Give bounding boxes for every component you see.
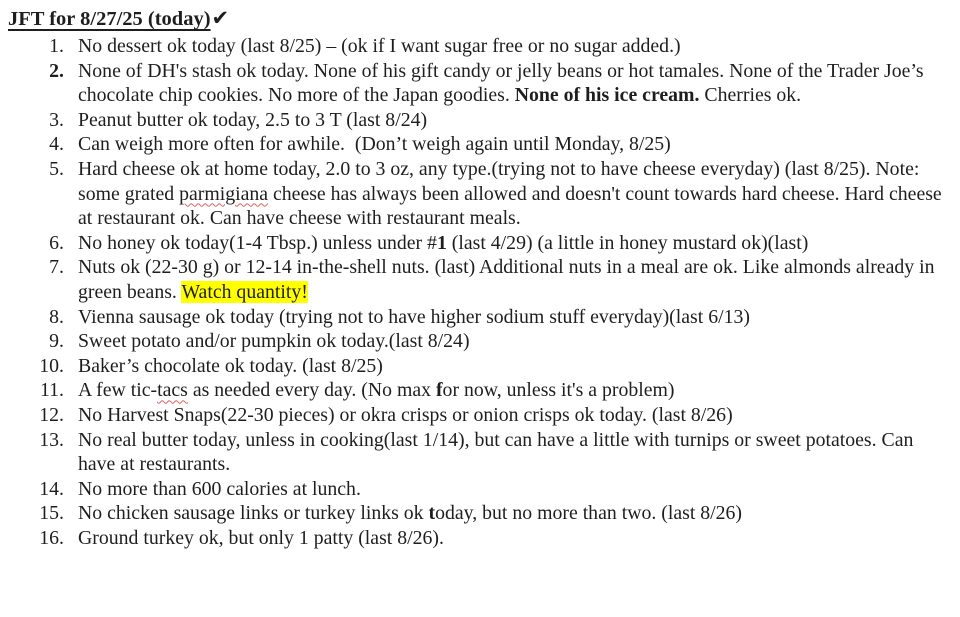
list-item — [8, 477, 946, 502]
spellcheck-flagged-word: parmigiana — [179, 182, 269, 205]
rules-list — [8, 34, 946, 550]
list-item — [8, 378, 946, 403]
item-text: A few tic-tacs as needed every day. (No max for now, unless it's a problem) — [78, 379, 675, 402]
list-item — [8, 108, 946, 133]
item-text: No dessert ok today (last 8/25) – (ok if I want sugar free or no sugar added.) — [78, 35, 681, 57]
item-text: No honey ok today(1-4 Tbsp.) unless under #1 (last 4/29) (a little in honey mustard ok)(last) — [78, 231, 809, 254]
list-item — [8, 157, 946, 231]
item-number: 7. — [49, 256, 64, 279]
list-item — [8, 34, 946, 59]
list-item — [8, 231, 946, 256]
item-number: 14. — [39, 477, 64, 500]
item-text: Baker’s chocolate ok today. (last 8/25) — [78, 354, 383, 377]
item-number: 3. — [49, 108, 64, 131]
highlighted-text: Watch quantity! — [181, 280, 308, 303]
item-number: 1. — [49, 35, 64, 57]
list-item — [8, 329, 946, 354]
item-number: 8. — [49, 305, 64, 328]
item-number: 15. — [39, 502, 64, 525]
item-text: Hard cheese ok at home today, 2.0 to 3 oz, any type.(trying not to have cheese everyday) (last 8/25). Note: some grated parmigiana cheese has always been allowed and doesn't count towards hard cheese. Hard cheese at restaurant ok. Can have cheese with restaurant meals. — [78, 157, 947, 230]
list-item — [8, 501, 946, 526]
item-number: 9. — [49, 330, 64, 353]
list-item — [8, 255, 946, 304]
list-item — [8, 403, 946, 428]
item-text: Sweet potato and/or pumpkin ok today.(last 8/24) — [78, 330, 470, 353]
item-number: 16. — [39, 526, 64, 549]
item-text: No chicken sausage links or turkey links ok today, but no more than two. (last 8/26) — [78, 502, 743, 525]
list-item — [8, 305, 946, 330]
item-text: Peanut butter ok today, 2.5 to 3 T (last 8/24) — [78, 108, 428, 131]
item-number: 12. — [39, 403, 64, 426]
list-item — [8, 354, 946, 379]
list-item — [8, 526, 946, 551]
item-text: Nuts ok (22-30 g) or 12-14 in-the-shell nuts. (last) Additional nuts in a meal are ok. Like almonds already in green beans. Watch quantity! — [78, 256, 940, 303]
item-text: No Harvest Snaps(22-30 pieces) or okra crisps or onion crisps ok today. (last 8/26) — [78, 403, 733, 426]
item-text: Vienna sausage ok today (trying not to have higher sodium stuff everyday)(last 6/13) — [78, 305, 750, 328]
list-item — [8, 132, 946, 157]
item-text: No more than 600 calories at lunch. — [78, 477, 361, 500]
item-text: Can weigh more often for awhile. (Don’t weigh again until Monday, 8/25) — [78, 133, 671, 156]
item-number: 2. — [49, 59, 64, 82]
title-text: JFT for 8/27/25 (today) — [8, 8, 211, 30]
item-number: 4. — [49, 133, 64, 156]
item-number: 6. — [49, 231, 64, 254]
item-text: Ground turkey ok, but only 1 patty (last 8/26). — [78, 526, 444, 549]
list-item — [8, 59, 946, 108]
spellcheck-flagged-word: tacs — [157, 379, 188, 402]
list-item — [8, 428, 946, 477]
item-number: 11. — [40, 379, 64, 402]
item-text: None of DH's stash ok today. None of his gift candy or jelly beans or hot tamales. None of the Trader Joe’s chocolate chip cookies. No more of the Japan goodies. None of his ice cream. Cherries ok. — [78, 59, 929, 107]
item-number: 5. — [49, 157, 64, 180]
document-title — [8, 5, 946, 32]
checkmark-icon: ✔ — [211, 6, 230, 30]
item-number: 10. — [39, 354, 64, 377]
item-number: 13. — [39, 428, 64, 451]
item-text: No real butter today, unless in cooking(last 1/14), but can have a little with turnips or sweet potatoes. Can have at restaurants. — [78, 428, 919, 476]
